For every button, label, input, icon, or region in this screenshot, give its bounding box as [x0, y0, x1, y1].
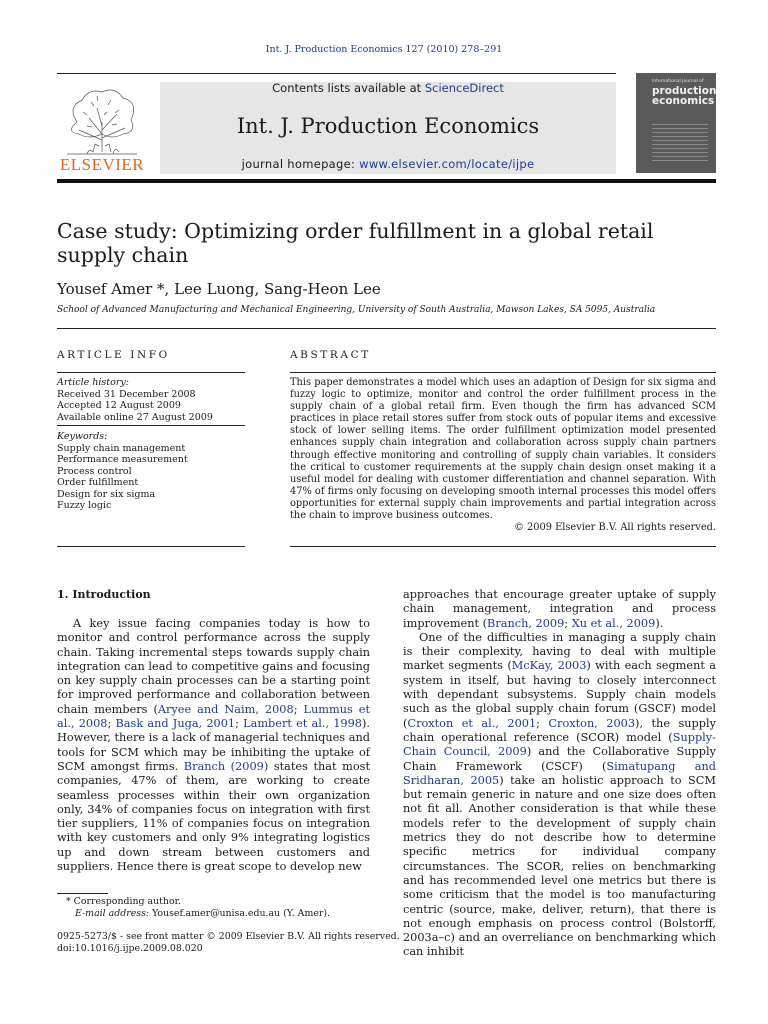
- abstract-rule-top: [290, 372, 716, 373]
- citation-link[interactable]: Bask and Juga, 2001: [115, 717, 236, 731]
- body-text: One of the difficulties in managing a supply chain is their complexity, having to deal with multiple market segments (: [403, 630, 716, 673]
- keyword-item: Fuzzy logic: [57, 500, 112, 511]
- elsevier-wordmark: ELSEVIER: [59, 155, 145, 174]
- keyword-item: Process control: [57, 465, 132, 477]
- article-title: Case study: Optimizing order fulfillment in a global retail supply chain: [57, 219, 654, 267]
- citation-link[interactable]: Croxton, 2003: [548, 716, 636, 730]
- journal-homepage: [160, 157, 616, 171]
- body-text: ) and the Collaborative Supply Chain Framework (CSCF) (: [403, 745, 716, 773]
- journal-reference[interactable]: Int. J. Production Economics 127 (2010) 278–291: [265, 44, 503, 55]
- doi-line[interactable]: doi:10.1016/j.ijpe.2009.08.020: [57, 943, 203, 954]
- citation-link[interactable]: Supply-Chain Council, 2009: [403, 730, 716, 759]
- journal-title: Int. J. Production Economics: [236, 114, 540, 138]
- body-text: ) with each segment a system in itself, but having to closely interconnect with dependant subsystems. Supply chain models such as the global supply chain forum (GSCF) model (: [403, 659, 716, 730]
- sciencedirect-link[interactable]: ScienceDirect: [424, 81, 504, 95]
- cover-title: [652, 86, 716, 106]
- contents-line: [160, 81, 616, 95]
- email-address[interactable]: Yousef.amer@unisa.edu.au (Y. Amer).: [152, 908, 330, 919]
- citation-link[interactable]: Xu et al., 2009: [571, 616, 656, 630]
- intro-paragraph-1: A key issue facing companies today is how to monitor and control performance across the supply chain. Taking incremental steps towards supply chain integration can lead to competitive gains and focusing on key supply chain processes can be a starting point for improved performance and collaboration between chain members (Aryee and Naim, 2008; Lummus et al., 2008; Bask and Juga, 2001; Lambert et al., 1998). However, there is a lack of managerial techniques and tools for SCM which may be inhibiting the uptake of SCM amongst firms. Branch (2009) states that most companies, 47% of them, are working to create seamless processes within their own organization only, 34% of companies focus on integration with first tier suppliers, 11% of companies focus on integration with key customers and only 9% integrating logistics up and down stream between customers and suppliers. Hence there is great scope to develop new: [57, 617, 370, 874]
- keyword-item: Design for six sigma: [57, 488, 156, 500]
- abstract-rule-bottom: [290, 546, 716, 547]
- cover-title-line-2: economics: [652, 95, 715, 107]
- citation-link[interactable]: Simatupang and Sridharan, 2005: [403, 759, 716, 787]
- body-text: ) take an holistic approach to SCM but remain generic in nature and one size does often not fit all. Another consideration is that while these models refer to the development of supply chain metrics they do not describe how to determine specific metrics for individual company circumstances. The SCOR, relies on benchmarking and has recommended level one metrics but there is some criticism that the model is too manufacturing centric (source, make, deliver, return), that there is not enough emphasis on process control (Bolstorff, 2003a–c) and an overreliance on benchmarking which can inhibit: [403, 773, 716, 959]
- article-info-heading: ARTICLE INFO: [57, 349, 170, 361]
- homepage-prefix: journal homepage:: [241, 157, 360, 171]
- article-info-rule-mid: [57, 425, 245, 426]
- body-text: states that most companies, 47% of them, are working to create seamless processes within their own organization only, 34% of companies focus on integration with first tier suppliers, 11% of companies focus on integration with key customers and only 9% integrating logistics up and down stream between customers and suppliers. Hence there is great scope to develop new: [57, 759, 370, 874]
- body-text: approaches that encourage greater uptake of supply chain management, integration and process improvement (: [403, 588, 716, 630]
- citation-link[interactable]: Branch, 2009: [487, 616, 565, 630]
- citation-link[interactable]: McKay, 2003: [511, 659, 587, 673]
- title-separator: [57, 328, 716, 329]
- keywords-block: [57, 431, 245, 512]
- cover-title-line-1: production: [652, 85, 717, 97]
- article-info-rule-bottom: [57, 546, 245, 547]
- introduction-heading: 1. Introduction: [57, 588, 151, 601]
- header-bottom-rule: [57, 179, 716, 183]
- article-history: [57, 377, 245, 423]
- cover-text-lines: [652, 124, 708, 164]
- intro-paragraph-2: One of the difficulties in managing a supply chain is their complexity, having to deal with multiple market segments (McKay, 2003) with each segment a system in itself, but having to closely interconnect with dependant subsystems. Supply chain models such as the global supply chain forum (GSCF) model (Croxton et al., 2001; Croxton, 2003), the supply chain operational reference (SCOR) model (Supply-Chain Council, 2009) and the Collaborative Supply Chain Framework (CSCF) (Simatupang and Sridharan, 2005) take an holistic approach to SCM but remain generic in nature and one size does often not fit all. Another consideration is that while these models refer to the development of supply chain metrics they do not describe how to determine specific metrics for individual company circumstances. The SCOR, relies on benchmarking and has recommended level one metrics but there is some criticism that the model is too manufacturing centric (source, make, deliver, return), that there is not enough emphasis on process control (Bolstorff, 2003a–c) and an overreliance on benchmarking which can inhibit: [403, 630, 716, 959]
- email-note: [75, 908, 330, 920]
- accepted-date: Accepted 12 August 2009: [57, 400, 181, 411]
- keywords-label: Keywords:: [57, 431, 108, 442]
- history-label: Article history:: [57, 377, 129, 388]
- corresponding-author-note: * Corresponding author.: [66, 896, 182, 907]
- abstract-text: [290, 377, 716, 534]
- intro-paragraph-1-cont: approaches that encourage greater uptake of supply chain management, integration and process improvement (Branch, 2009; Xu et al., 2009).: [403, 588, 716, 630]
- body-text: ), the supply chain operational reference (SCOR) model (: [403, 716, 716, 744]
- contents-prefix: Contents lists available at: [272, 81, 425, 95]
- citation-link[interactable]: Branch (2009): [183, 759, 269, 773]
- article-authors: Yousef Amer *, Lee Luong, Sang-Heon Lee: [57, 280, 381, 298]
- footnote-rule: [57, 893, 108, 894]
- keyword-item: Supply chain management: [57, 442, 186, 454]
- abstract-copyright: © 2009 Elsevier B.V. All rights reserved.: [514, 522, 716, 534]
- body-text: ). However, there is a lack of managerial techniques and tools for SCM which may be inhibiting the uptake of SCM amongst firms.: [57, 717, 370, 773]
- header-top-rule: [57, 73, 616, 74]
- citation-link[interactable]: Lummus et al., 2008: [57, 702, 370, 731]
- cover-subtitle: International Journal of: [652, 79, 704, 84]
- body-text: A key issue facing companies today is how to monitor and control performance across the supply chain. Taking incremental steps towards supply chain integration can lead to competitive gains and focusing on key supply chain processes can be a starting point for improved performance and collaboration between chain members (: [57, 617, 370, 716]
- abstract-heading: ABSTRACT: [290, 349, 371, 361]
- citation-link[interactable]: Lambert et al., 1998: [243, 717, 362, 731]
- email-label: E-mail address:: [75, 908, 150, 919]
- keyword-item: Order fulfillment: [57, 477, 139, 488]
- online-date: Available online 27 August 2009: [57, 411, 213, 423]
- intro-left-column: [57, 617, 370, 874]
- intro-right-column: [403, 588, 716, 960]
- keyword-item: Performance measurement: [57, 454, 188, 465]
- citation-link[interactable]: Croxton et al., 2001: [407, 716, 537, 730]
- citation-link[interactable]: Aryee and Naim, 2008: [157, 702, 294, 716]
- received-date: Received 31 December 2008: [57, 388, 196, 400]
- article-info-rule-top: [57, 372, 245, 373]
- abstract-paragraph: This paper demonstrates a model which uses an adaption of Design for six sigma and fuzzy logic to optimize, monitor and control the order fulfillment process in the supply chain of a global retail firm. Even though the firm has advanced SCM practices in place retail stores suffer from stock outs of popular items and excessive stock of lower selling items. The order fulfillment optimization model presented enhances supply chain integration and collaboration across supply chain partners through effective monitoring and controlling of supply chain variables. It considers the critical to customer requirements at the supply chain design onset making it a useful model for dealing with customer differentiation and channel separation. With 47% of firms only focusing on developing smooth internal processes this model offers opportunities for external supply chain improvements and partial integration across the chain to improve business outcomes.: [290, 377, 716, 522]
- article-affiliation: School of Advanced Manufacturing and Mechanical Engineering, University of South Australia, Mawson Lakes, SA 5095, Australia: [57, 305, 656, 315]
- homepage-link[interactable]: www.elsevier.com/locate/ijpe: [359, 157, 535, 171]
- issn-line: 0925-5273/$ - see front matter © 2009 Elsevier B.V. All rights reserved.: [57, 931, 400, 942]
